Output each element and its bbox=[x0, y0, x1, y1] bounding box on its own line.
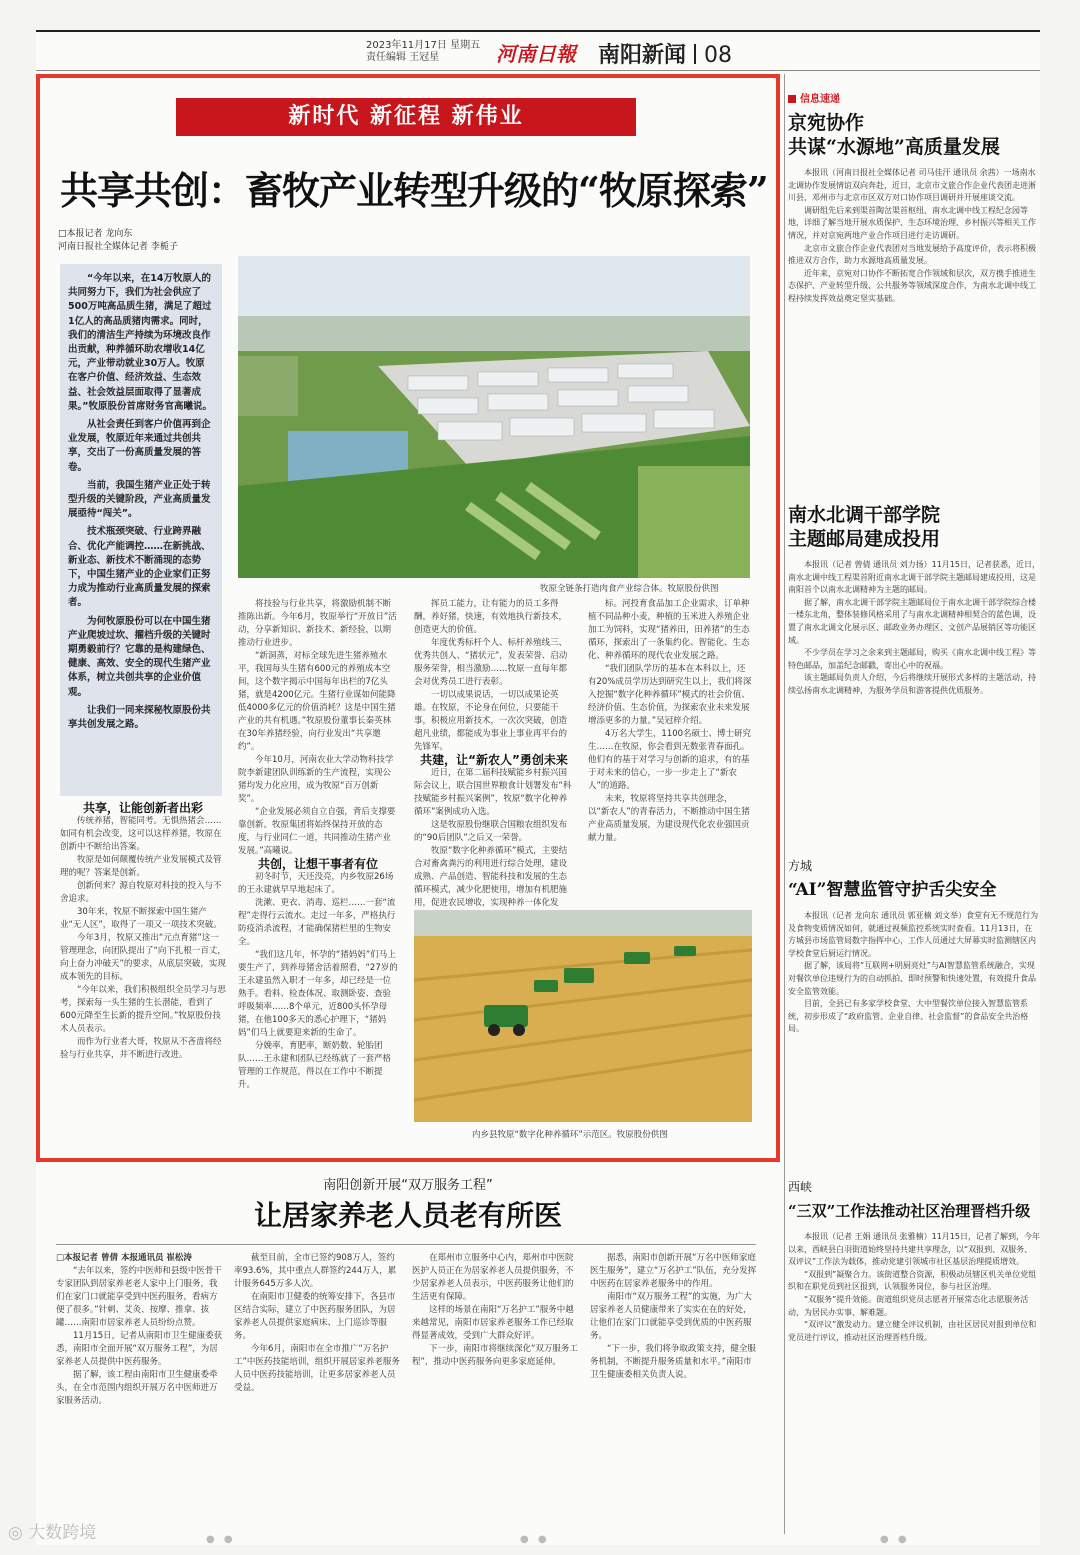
masthead-meta bbox=[366, 40, 480, 64]
paragraph: 30年来，牧原不断探索中国生猪产业“无人区”，取得了一项又一项技术突破。 bbox=[60, 907, 222, 930]
paragraph: 标。河投育食品加工企业需求，订单种植不同品种小麦，种植的玉米进入养殖企业加工为饲料，实现“猪养田，田养猪”的生态循环，探索出了一条集约化、智能化、生态化、种养循环的现代农业发展之路。 bbox=[588, 599, 750, 661]
photo1-caption: 牧原全链条打造肉食产业综合体。牧原股份供图 bbox=[540, 584, 719, 594]
paragraph: 年度优秀标杆个人、标杆养殖线三、优秀共创人、“猪状元”，发表荣誉、启动服务荣誉，相当激励……牧原一直每年都会对优秀员工进行表彰。 bbox=[414, 638, 568, 687]
paragraph: 初冬时节，天还没亮，内乡牧原26场的王永建就早早地起床了。 bbox=[238, 872, 394, 895]
newspaper-page bbox=[36, 30, 1040, 1545]
page-dots-center: ● ● bbox=[520, 1534, 550, 1545]
page-dots-left: ● ● bbox=[206, 1534, 236, 1545]
paragraph: “下一步，我们将争取政策支持，健全服务机制，不断提升服务质量和水平。”南阳市卫生健康委相关负责人说。 bbox=[590, 1344, 756, 1380]
article-column-4 bbox=[588, 598, 752, 904]
brief-title-4: “三双”工作法推动社区治理晋档升级 bbox=[788, 1202, 1031, 1220]
section-title bbox=[598, 38, 732, 69]
paragraph: “双服务”提升效能。街道组织党员志愿者开展常态化志愿服务活动，为居民办实事、解难题。 bbox=[788, 1294, 1029, 1317]
paragraph: 据悉，南阳市创新开展“万名中医师家庭医生服务”，建立“万名护工”队伍，充分发挥中医药在居家养老服务中的作用。 bbox=[590, 1253, 757, 1289]
brief-title-1b: 共谋“水源地”高质量发展 bbox=[788, 136, 1000, 158]
paragraph: 未来，牧原将坚持共享共创理念，以“新农人”的青春活力，不断推动中国生猪产业高质量发展，为建设现代化农业强国贡献力量。 bbox=[588, 794, 750, 843]
divider bbox=[56, 1244, 756, 1245]
aerial-farm-illustration bbox=[238, 256, 750, 578]
paragraph: 调研组先后来到渠首陶岔渠首枢纽、南水北调中线工程纪念园等地，详细了解当地开展水质保护、生态环境治理、乡村振兴等相关工作情况，并对京宛两地产业合作项目进行走访调研。 bbox=[788, 205, 1036, 240]
quote-paragraph: 为何牧原股份可以在中国生猪产业爬坡过坎、擢档升级的关键时期勇毅前行？它靠的是构建绿色、健康、高效、安全的现代生猪产业体系，树立共创共享的企业价值观。 bbox=[68, 615, 211, 698]
bottom-column-3 bbox=[412, 1252, 580, 1528]
paragraph: 该主题邮局负责人介绍，今后将继续开展形式多样的主题活动，持续弘扬南水北调精神，为服务学员和游客提供优质服务。 bbox=[788, 673, 1036, 695]
paragraph: “企业发展必须自立自强，背后支撑要靠创新。牧原集团将始终保持开放的态度，与行业同仁一道，共同推动生猪产业发展。”高曦说。 bbox=[238, 807, 396, 856]
paragraph: 这样的场景在南阳“万名护工”服务中越来越常见，南阳市居家养老服务工作已经取得显著成效，受到广大群众好评。 bbox=[412, 1305, 574, 1341]
paragraph: 牧原“数字化种养循环”模式，主要结合对畜禽粪污的利用进行综合处理，建设成熟、产品创造、智能科技和发展的生态循环模式，减少化肥使用，增加有机肥施用，促进农民增收，实现种养一体化发 bbox=[414, 846, 568, 908]
paragraph: “今年以来，我们积极组织全员学习与思考，探索每一头生猪的生长潜能，看到了600元降至生长新的提升空间。”牧原股份技术人员表示。 bbox=[60, 985, 226, 1034]
paragraph: 分娩率，育肥率，断奶数、轮胎团队……王永建和团队已经练就了一套严格管理的工作规范，得以在工作中不断提升。 bbox=[238, 1041, 392, 1090]
paragraph: 而作为行业者大哥，牧原从不吝啬将经验与行业共享，并不断进行改进。 bbox=[60, 1037, 222, 1060]
paragraph: 下一步，南阳市将继续深化“双万服务工程”，推动中医药服务向更多家庭延伸。 bbox=[412, 1344, 578, 1367]
paragraph: 在南阳市卫健委的统筹安排下，各县市区结合实际，建立了中医药服务团队，为居家养老人员提供家庭病床、上门巡诊等服务。 bbox=[234, 1292, 396, 1341]
page-dots-right: ● ● bbox=[880, 1534, 910, 1545]
section-subhead: 共建，让“新农人”勇创未来 bbox=[420, 753, 568, 767]
paragraph: 据了解，该工程由南阳市卫生健康委牵头，在全市范围内组织开展万名中医师进万家服务活动。 bbox=[56, 1370, 218, 1406]
issue-date: 2023年11月17日 星期五 bbox=[366, 40, 481, 51]
paragraph: 挥员工能力，让有能力的员工多得酬，养好猪，快速，有效地执行新技术，创造更大的价值。 bbox=[414, 599, 568, 635]
quote-paragraph: 当前，我国生猪产业正处于转型升级的关键阶段，产业高质量发展亟待“闯关”。 bbox=[68, 479, 211, 520]
paragraph: 11月15日，记者从南阳市卫生健康委获悉，南阳市全面开展“双万服务工程”，为居家养老人员提供中医药服务。 bbox=[56, 1331, 223, 1367]
brief-title-3: “AI”智慧监管守护舌尖安全 bbox=[788, 880, 997, 900]
paragraph: “我们团队学历的基本在本科以上，还有20%成员学历达到研究生以上，我们将深入挖掘“数字化种养循环”模式的社会价值、经济价值、生态价值，为探索农业未来发展增添更多的力量。”吴冠梓介绍。 bbox=[588, 664, 752, 726]
brief-title-1a: 京宛协作 bbox=[788, 112, 865, 134]
highlighted-main-article bbox=[36, 74, 780, 1162]
quote-paragraph: 让我们一同来探秘牧原股份共享共创发展之路。 bbox=[68, 704, 211, 731]
paragraph: 近年来，京宛对口协作不断拓宽合作领域和层次，双方携手推进生态保护、产业转型升级、公共服务等领域深度合作，为南水北调中线工程持续发挥效益奠定坚实基础。 bbox=[788, 268, 1036, 303]
photo2-caption: 内乡县牧原“数字化种养循环”示范区。牧原股份供图 bbox=[472, 1130, 668, 1140]
bottom-kicker: 南阳创新开展“双万服务工程” bbox=[323, 1178, 493, 1193]
paragraph: 4万名大学生，1100名硕士、博士研究生……在牧原，你会看到无数张青春面孔。他们有的基于对学习与创新的追求，有的基于对未来的信心，一步一步走上了“新农人”的道路。 bbox=[588, 729, 752, 791]
section-divider bbox=[694, 44, 696, 64]
paragraph: 本报讯（记者 王娟 通讯员 张雅楠）11月15日，记者了解到，今年以来，西峡县白羽街道始终坚持共建共享理念，以“双报到、双服务、双评议”工作法为载体，推动党建引领城市社区基层治理提质增效。 bbox=[788, 1232, 1040, 1267]
byline-reporter-2: 河南日报社全媒体记者 李栀子 bbox=[58, 242, 178, 252]
section-subhead: 共创，让想干事者有位 bbox=[257, 857, 378, 871]
harvest-photo bbox=[414, 910, 752, 1122]
brief-title-2a: 南水北调干部学院 bbox=[788, 504, 941, 526]
paragraph: 今年6月，南阳市在全市推广“万名护工”中医药技能培训，组织开展居家养老服务人员中医药技能培训，让更多居家养老人员受益。 bbox=[234, 1344, 400, 1393]
paragraph: 今年10月，河南农业大学动物科技学院李新建团队训练新的生产流程，实现公猪均发力化应用，成为牧原“百万创新奖”。 bbox=[238, 755, 394, 804]
paragraph: 这是牧原股份继联合国粮农组织发布的“90后团队”之后又一荣誉。 bbox=[414, 820, 568, 843]
byline-reporter-1: □本报记者 龙向东 bbox=[58, 229, 133, 239]
lead-quote-box bbox=[60, 264, 222, 796]
paper-logo: 河南日報 bbox=[496, 42, 576, 66]
bottom-column-2 bbox=[234, 1252, 402, 1528]
article-column-3 bbox=[414, 598, 574, 908]
responsible-editor: 责任编辑 王冠星 bbox=[366, 52, 440, 63]
bottom-byline: □本报记者 曾倩 本报通讯员 崔松涛 bbox=[56, 1253, 192, 1263]
bottom-column-4 bbox=[590, 1252, 758, 1528]
bottom-article bbox=[36, 1162, 780, 1537]
paragraph: 牧原是如何颠覆传统产业发展模式及管理的呢？答案是创新。 bbox=[60, 855, 222, 878]
section-subhead: 共享，让能创新者出彩 bbox=[82, 801, 203, 815]
quote-paragraph: “今年以来，在14万牧原人的共同努力下，我们为社会供应了500万吨高品质生猪，满足了超过1亿人的高品质猪肉需求。同时，我们的清洁生产持续为环境改良作出贡献，种养循环助农增收14亿元，产业带动就业30万人。牧原在客户价值、经济效益、生态效益、社会效益层面取得了显著成果。”牧原股份首席财务官高曦说。 bbox=[68, 273, 212, 412]
paragraph: 南阳市“双万服务工程”的实施，为广大居家养老人员健康带来了实实在在的好处，让他们在家门口就能享受到优质的中医药服务。 bbox=[590, 1292, 752, 1341]
paragraph: 将技验与行业共享，将激励机制不断推陈出新。今年6月，牧原举行“开放日”活动，分享新知识、新技术、新经验，以期推动行业进步。 bbox=[238, 599, 397, 648]
brief-location-4: 西峡 bbox=[788, 1180, 813, 1194]
article-byline bbox=[58, 228, 178, 254]
article-column-1 bbox=[60, 802, 226, 1142]
paragraph: 据了解，该局将“互联网+明厨亮灶”与AI智慧监管系统融合，实现对餐饮单位违规行为的自动抓拍、即时预警和快速处置，有效提升食品安全监管效能。 bbox=[788, 961, 1036, 996]
paragraph: 洗漱、更衣、消毒、巡栏……一套“流程”走得行云流水。走过一年多，严格执行防疫消杀流程，才能确保猪栏里的生物安全。 bbox=[238, 898, 396, 947]
paragraph: 北京市文旅合作企业代表团对当地发展给予高度评价，表示将积极推进双方合作，助力水源地高质量发展。 bbox=[788, 243, 1036, 266]
paragraph: 截至目前，全市已签约908万人，签约率93.6%，其中重点人群签约244万人，累计服务645万多人次。 bbox=[234, 1253, 397, 1289]
paragraph: 创新何来？源自牧原对科技的投入与不舍追求。 bbox=[60, 881, 222, 904]
paragraph: 近日，在第二届科技赋能乡村振兴国际会议上，联合国世界粮食计划署发布“科技赋能乡村振兴案例”，牧原“数字化种养循环”案例成功入选。 bbox=[414, 768, 572, 817]
aerial-farm-photo bbox=[238, 256, 750, 578]
article-column-2 bbox=[238, 598, 398, 1144]
paragraph: 今年3月，牧原又推出“元点育猪”这一管理理念，向团队提出了“向下扎根一百丈，向上奋力冲破天”的要求，从底层突破，实现成本领先的目标。 bbox=[60, 933, 226, 982]
paragraph: 本报讯（记者 曾倩 通讯员 刘力扬）11月15日，记者获悉，近日，南水北调中线工程渠首附近南水北调干部学院主题邮局建成投用，这是南阳首个以南水北调精神为主题的邮局。 bbox=[788, 560, 1040, 595]
brief-body-2 bbox=[788, 559, 1040, 841]
quote-paragraph: 技术瓶颈突破、行业跨界融合、优化产能调控……在新挑战、新业态、新技术不断涌现的态势下，中国生猪产业的企业家们正努力成为推动行业高质量发展的探索者。 bbox=[68, 526, 211, 609]
harvest-illustration bbox=[414, 910, 752, 1122]
paragraph: 一切以成果说话，一切以成果论英雄。在牧原，不论身在何位，只要能干事，积极应用新技术，一次次突破，创造超凡业绩，都能成为事业上事业再平台的先锋军。 bbox=[414, 690, 568, 752]
brief-body-4 bbox=[788, 1231, 1040, 1463]
section-name: 南阳新闻 bbox=[598, 43, 687, 68]
paragraph: “我们这几年，怀孕的“猪妈妈”们马上要生产了，到养母猪舍活着照看，“27岁的王永建虽然入职才一年多，却已经是一位熟手。看料、检查体况、取测卧姿、查验呼吸频率……8个单元，近800头怀孕母猪，在他100多天的悉心护理下，“猪妈妈”们马上就要迎来新的生命了。 bbox=[238, 950, 398, 1038]
paragraph: “双报到”凝聚合力。该街道整合资源，积极动员辖区机关单位党组织和在职党员到社区报到，认领服务岗位，参与社区治理。 bbox=[788, 1269, 1037, 1292]
brief-body-1 bbox=[788, 167, 1040, 487]
watermark-text: 大数跨境 bbox=[28, 1523, 97, 1543]
bottom-headline: 让居家养老人员老有所医 bbox=[253, 1199, 562, 1232]
paragraph: 在郑州市立服务中心内，郑州市中医院医护人员正在为居家养老人员提供服务，不少居家养老人员表示，中医药服务让他们的生活更有保障。 bbox=[412, 1253, 574, 1302]
brief-body-3 bbox=[788, 910, 1040, 1160]
paragraph: 不少学员在学习之余来到主题邮局，购买《南水北调中线工程》等特色邮品，加盖纪念邮戳，寄出心中的祝福。 bbox=[788, 648, 1036, 670]
brief-title-2b: 主题邮局建成投用 bbox=[788, 528, 941, 550]
paragraph: “双评议”激发动力。建立健全评议机制，由社区居民对报到单位和党员进行评议，推动社区治理晋档升级。 bbox=[788, 1320, 1037, 1342]
watermark bbox=[8, 1518, 96, 1543]
column-divider bbox=[784, 74, 785, 1534]
paragraph: “去年以来，签约中医师和县级中医骨干专家团队到居家养老老人家中上门服务，我们在家门口就能享受到中医药服务，看病方便了很多。”针刺、艾灸、按摩、推拿、拔罐……南阳市居家养老人员纷纷点赞。 bbox=[56, 1266, 222, 1328]
quote-paragraph: 从社会责任到客户价值再到企业发展，牧原近年来通过共创共享，交出了一份高质量发展的答卷。 bbox=[68, 419, 211, 473]
paragraph: 据了解，南水北调干部学院主题邮局位于南水北调干部学院综合楼一楼东北角，整体装修风格采用了与南水北调精神相契合的蓝色调，设置了南水北调文化展示区、邮政业务办理区、文创产品展销区等功能区域。 bbox=[788, 597, 1036, 645]
brief-location-3: 方城 bbox=[788, 859, 813, 873]
page-number: 08 bbox=[704, 43, 733, 68]
watermark-icon: ◎ bbox=[8, 1523, 29, 1543]
news-brief-sidebar bbox=[788, 90, 1040, 1540]
paragraph: 传统养猪，智能同考。无惧热猪会……如同有机会改变，这可以这样养猪，牧原在创新中不断给出答案。 bbox=[60, 816, 222, 852]
theme-banner: 新时代 新征程 新伟业 bbox=[176, 98, 636, 136]
sidebar-tag: 信息速递 bbox=[788, 90, 1040, 105]
paragraph: 目前，全县已有多家学校食堂、大中型餐饮单位接入智慧监管系统，初步形成了“政府监管、企业自律、社会监督”的食品安全共治格局。 bbox=[788, 999, 1029, 1034]
paragraph: “新洞蒸，对标全球先进生猪养殖水平，我国每头生猪有600元的养殖成本空间，这个数字揭示中国每年出栏的7亿头猪，就是4200亿元。生猪行业谋如何能降低4000多亿元的价值消耗？这是中国生猪产业的共有机遇。”牧原股份董事长秦英林在30年养猪经验，向行业发出“共享邀约”。 bbox=[238, 651, 396, 752]
article-headline: 共享共创：畜牧产业转型升级的“牧原探索” bbox=[60, 168, 768, 213]
paragraph: 本报讯（河南日报社全媒体记者 司马佳汗 通讯员 余茜）一场南水北调协作发展情谊双向奔赴，近日，北京市文旅合作企业代表团走进淅川县，邓州市与北京市区双方对口协作项目调研并开展座谈交流。 bbox=[788, 168, 1036, 203]
paragraph: 本报讯（记者 龙向东 通讯员 郭亚楠 刘文举）食堂有无不规范行为及食物变质情况如何，就通过视频监控系统实时查看。11月13日，在方城县市场监管局数字指挥中心，工作人员通过大屏幕实时监测辖区内学校食堂后厨运行情况。 bbox=[788, 911, 1039, 958]
bottom-column-1 bbox=[56, 1252, 224, 1528]
masthead bbox=[36, 30, 1040, 71]
